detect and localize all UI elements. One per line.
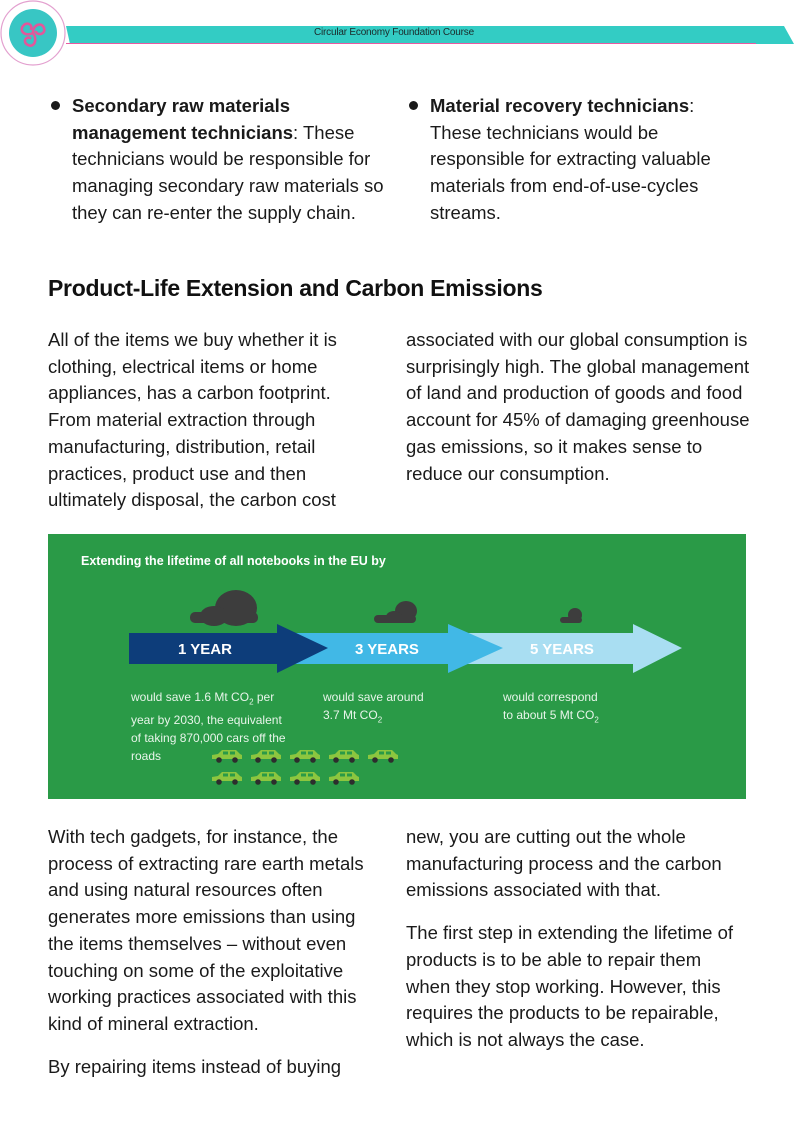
infographic-panel	[48, 534, 746, 799]
course-title: Circular Economy Foundation Course	[314, 27, 474, 38]
car-icon	[251, 772, 281, 785]
car-icon	[212, 772, 242, 785]
bullet-term: Secondary raw materials management technicians	[72, 95, 294, 143]
bullet-term: Material recovery technicians	[430, 95, 690, 116]
car-icon	[212, 750, 242, 763]
cars-group	[48, 534, 746, 799]
car-icon	[290, 750, 320, 763]
intro-right: associated with our global consumption is surprisingly high. The global management of land and production of goods and food account for 45% of damaging greenhouse gas emissions, so it makes sense to reduce our consumption.	[406, 329, 750, 484]
bullet-dot	[409, 101, 418, 110]
body-left-paragraph-2: By repairing items instead of buying	[48, 1055, 342, 1077]
bullet-material-recovery	[430, 93, 740, 227]
arrow-label-5-years: 5 YEARS	[530, 641, 594, 658]
bullet-text: : These technicians would be responsible for extracting valuable materials from end-of-use-cycles streams.	[430, 95, 711, 223]
car-icon	[368, 750, 398, 763]
arrow-label-1-year: 1 YEAR	[178, 641, 232, 658]
body-right-paragraph-2: The first step in extending the lifetime of products is to be able to repair them when they stop working. However, this requires the products to be repairable, which is not always the case.	[406, 922, 734, 1050]
car-icon	[290, 772, 320, 785]
course-logo-icon	[0, 0, 66, 66]
body-left-paragraph-1: With tech gadgets, for instance, the process of extracting rare earth metals and using natural resources often generates more emissions than using the items themselves – without even touching on some of the exploitative working practices associated with this kind of mineral extraction.	[48, 826, 364, 1034]
infographic-title: Extending the lifetime of all notebooks in the EU by	[81, 554, 386, 568]
body-right-paragraph-1: new, you are cutting out the whole manufacturing process and the carbon emissions associated with that.	[406, 826, 722, 901]
bullet-secondary-raw-materials	[72, 93, 390, 227]
car-icon	[329, 772, 359, 785]
arrow-label-3-years: 3 YEARS	[355, 641, 419, 658]
car-icon	[251, 750, 281, 763]
caption-3-years: would save around 3.7 Mt $CO_2$	[323, 690, 424, 725]
intro-left: All of the items we buy whether it is clothing, electrical items or home appliances, has a carbon footprint. From material extraction through manufacturing, distribution, retail practices, product use and then ultimately disposal, the carbon cost	[48, 329, 337, 511]
caption-5-years: would correspond to about 5 Mt $CO_2$	[503, 690, 599, 725]
bullet-text: : These technicians would be responsible for managing secondary raw materials so they can re-enter the supply chain.	[72, 121, 384, 223]
car-icon	[329, 750, 359, 763]
bullet-dot	[51, 101, 60, 110]
body-left	[48, 824, 383, 1096]
section-heading: Product-Life Extension and Carbon Emissions	[48, 275, 543, 301]
caption-1-year: would save 1.6 Mt $CO_2$ per year by 2030, the equivalent of taking 870,000 cars off the roads	[131, 690, 286, 764]
body-right	[406, 824, 746, 1070]
